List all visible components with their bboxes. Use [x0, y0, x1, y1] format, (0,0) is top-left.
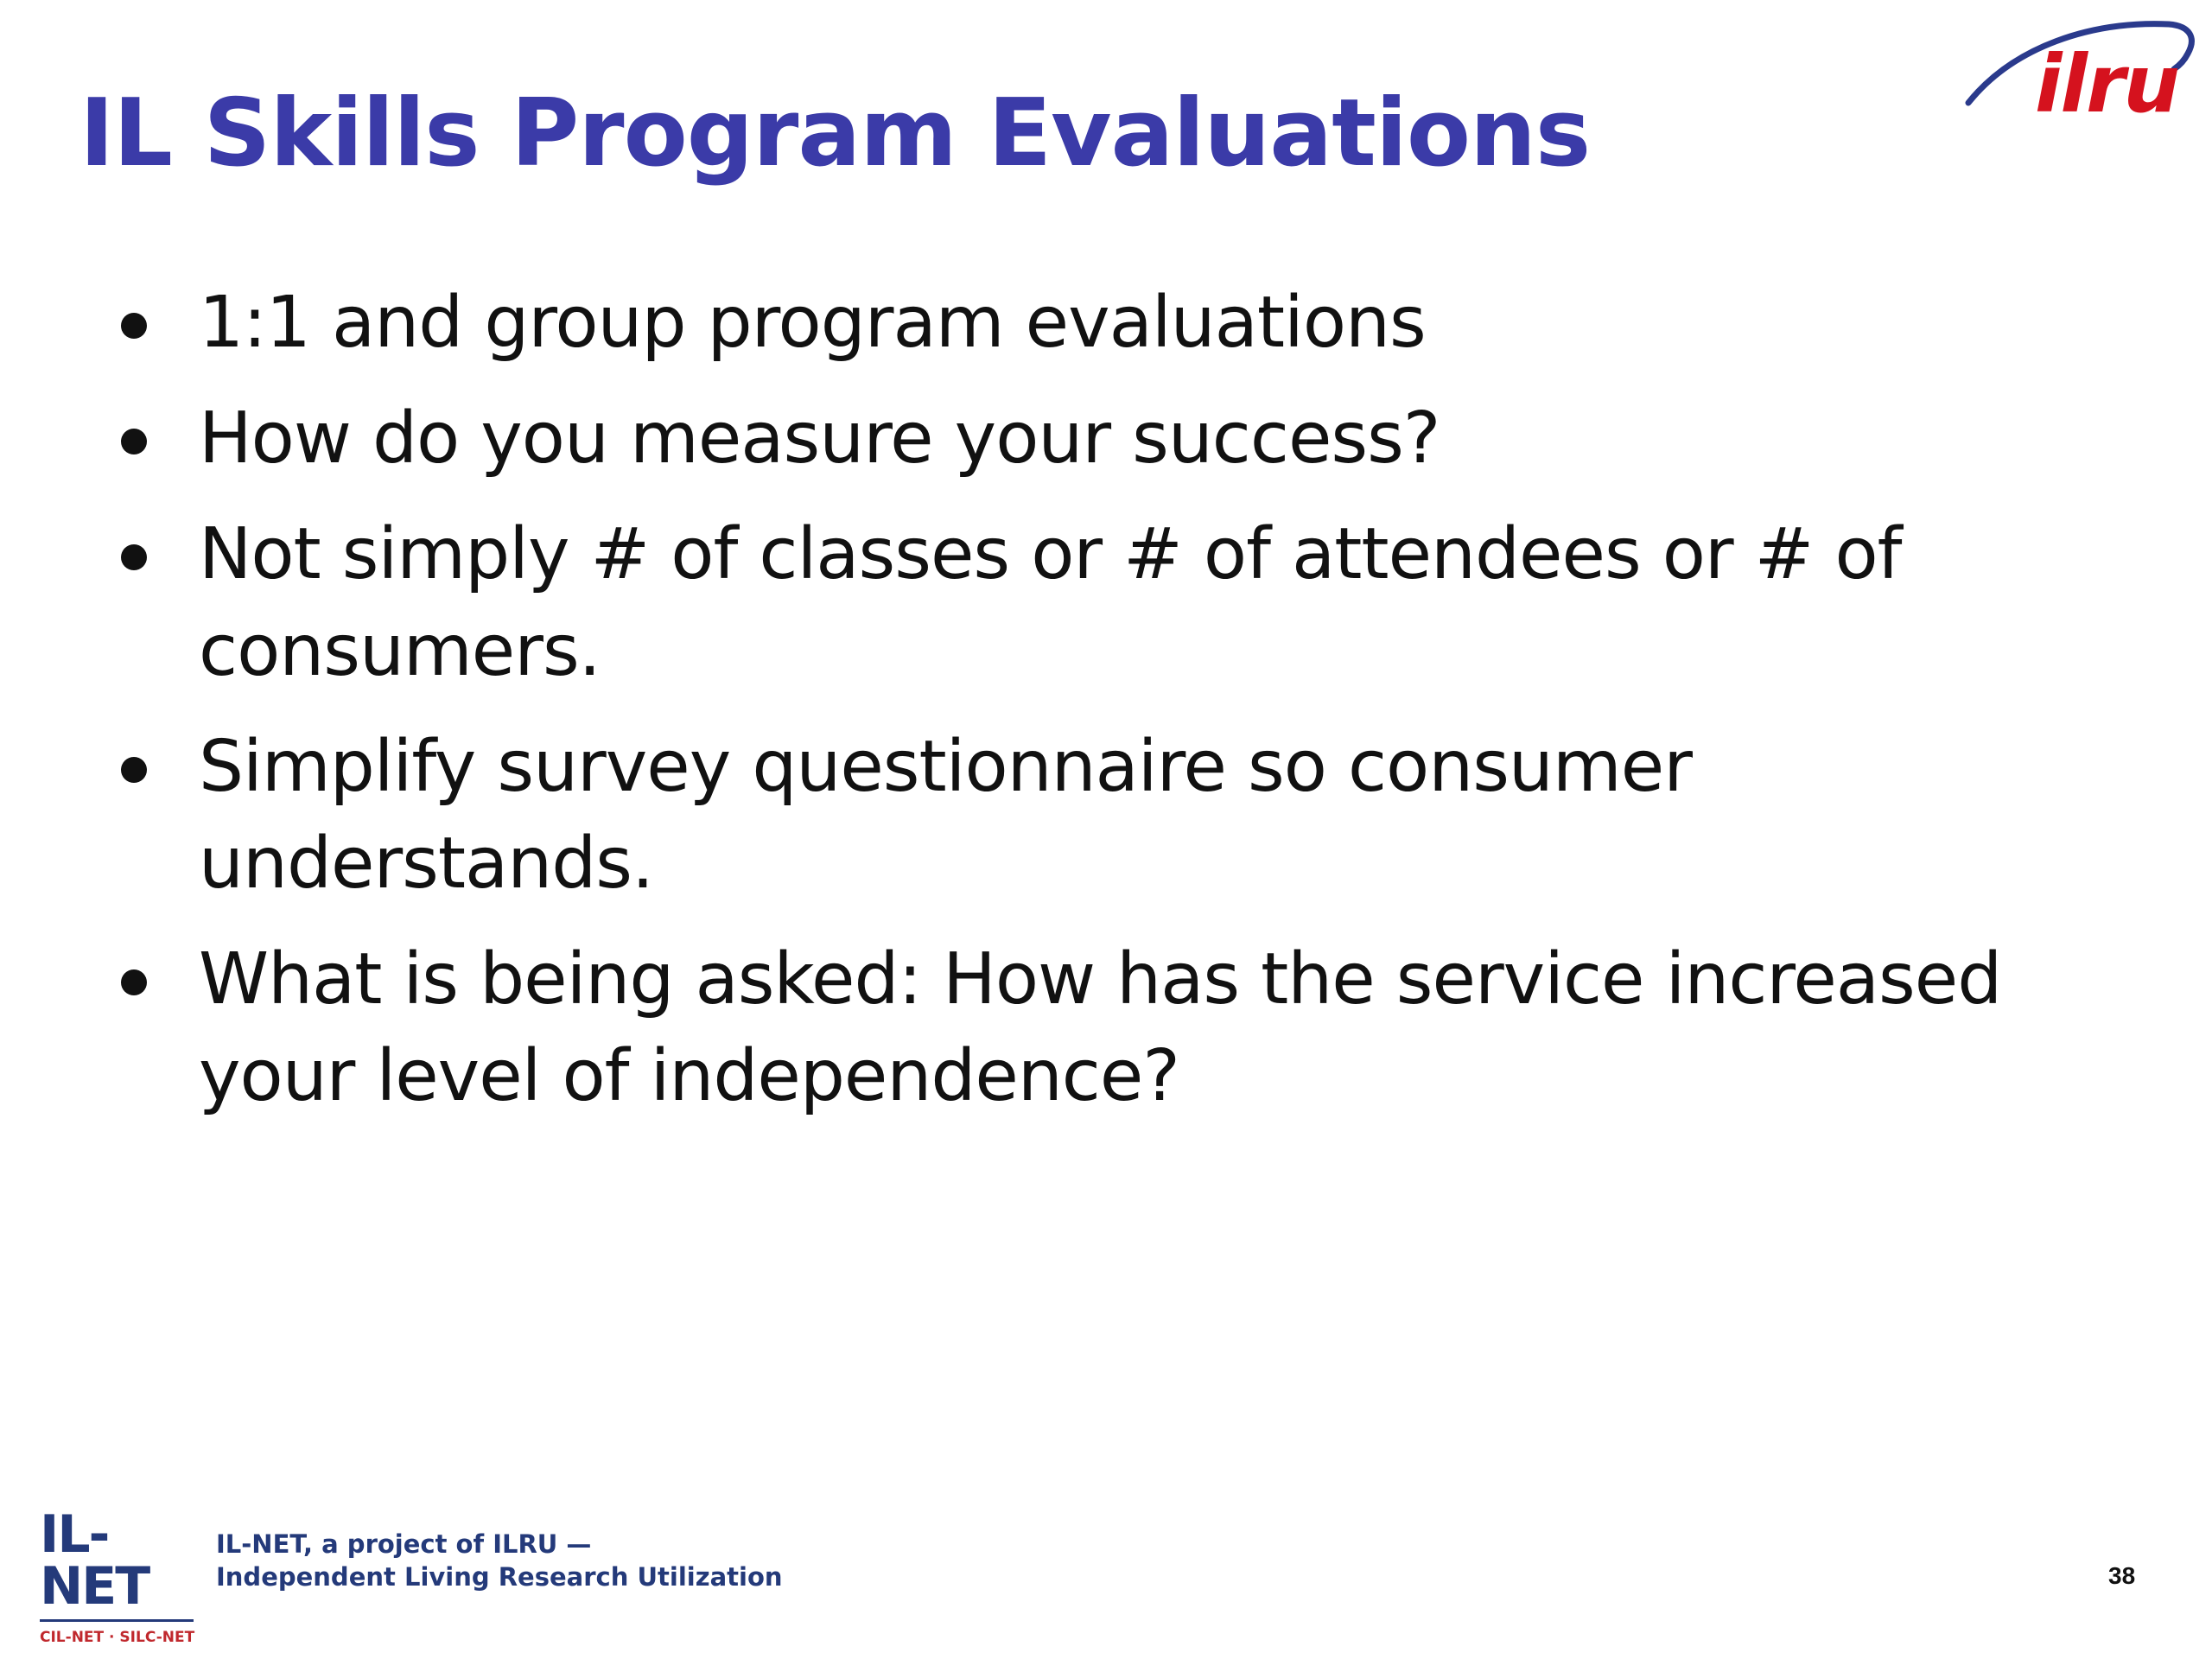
bullet-text: What is being asked: How has the service increased your level of independence? — [199, 938, 2002, 1117]
bullet-text: How do you measure your success? — [199, 397, 1440, 480]
bullet-item — [111, 275, 2098, 372]
page-number: 38 — [2108, 1562, 2136, 1589]
bullet-list — [111, 275, 2098, 1144]
ilnet-logo-text: IL-NET — [40, 1504, 149, 1617]
footer-line-1: IL-NET, a project of ILRU — — [216, 1529, 592, 1559]
bullet-text: 1:1 and group program evaluations — [199, 282, 1426, 364]
bullet-item — [111, 931, 2098, 1125]
bullet-dot-icon — [121, 313, 147, 339]
bullet-dot-icon — [121, 757, 147, 783]
footer-credit — [216, 1528, 783, 1593]
ilnet-logo-subtext: CIL-NET · SILC-NET — [40, 1629, 195, 1646]
slide-title: IL Skills Program Evaluations — [79, 79, 1591, 188]
bullet-item — [111, 506, 2098, 700]
bullet-dot-icon — [121, 969, 147, 995]
footer-line-2: Independent Living Research Utilization — [216, 1562, 783, 1592]
bullet-text: Simplify survey questionnaire so consumer understands. — [199, 726, 1692, 905]
bullet-text: Not simply # of classes or # of attendees or # of consumers. — [199, 513, 1902, 692]
bullet-item — [111, 391, 2098, 487]
bullet-dot-icon — [121, 429, 147, 454]
bullet-dot-icon — [121, 544, 147, 570]
bullet-item — [111, 719, 2098, 912]
ilru-logo-text: ilru — [2035, 38, 2178, 130]
ilnet-logo-rule — [40, 1619, 194, 1622]
ilnet-logo — [40, 1504, 204, 1646]
